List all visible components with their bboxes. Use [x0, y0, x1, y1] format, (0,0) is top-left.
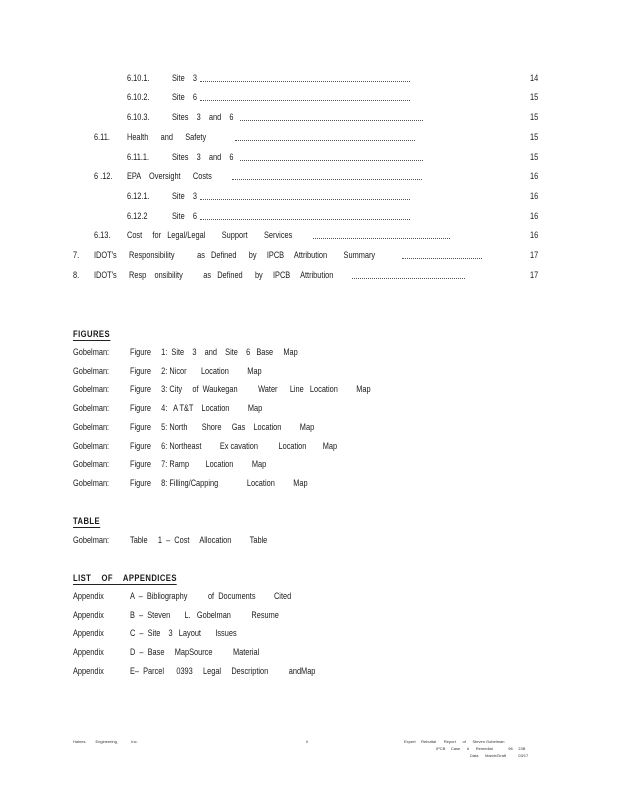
toc-row	[0, 132, 618, 144]
figures-item-lead: Gobelman:	[73, 347, 110, 357]
appendix-item-lead: Appendix	[73, 665, 104, 676]
toc-entry-title: Sites 3 and 6	[172, 112, 234, 122]
toc-entry-title: Health and Safety	[127, 132, 207, 142]
toc-row	[0, 92, 618, 104]
toc-dot-leader	[232, 179, 422, 180]
toc-row	[0, 230, 618, 242]
toc-page-number: 16	[530, 211, 539, 221]
figures-item-lead: Gobelman:	[73, 440, 110, 451]
figures-item-text: Figure 7: Ramp Location Map	[130, 459, 267, 470]
toc-row	[0, 270, 618, 282]
toc-section-number: 7.	[73, 250, 80, 260]
toc-entry-title: Site 3	[172, 73, 198, 83]
figures-item-lead: Gobelman:	[73, 365, 110, 376]
toc-page-number: 15	[530, 112, 539, 122]
appendix-item	[73, 610, 573, 622]
figures-item-text: Figure 2: Nicor Location Map	[130, 365, 262, 376]
toc-section-number: 6 .12.	[94, 171, 113, 181]
appendix-item-text: A – Bibliography of Documents Cited	[130, 591, 292, 601]
toc-entry-title: IDOT's Responsibility as Defined by IPCB Attribution Summary	[94, 250, 376, 260]
appendix-item-text: E– Parcel 0393 Legal Description andMap	[130, 665, 316, 676]
appendix-item	[73, 591, 573, 603]
table-item-lead: Gobelman:	[73, 535, 110, 545]
toc-section-number: 6.10.3.	[127, 112, 150, 122]
appendix-item-lead: Appendix	[73, 628, 104, 639]
toc-page-number: 15	[530, 132, 539, 142]
figures-item-text: Figure 6: Northeast Ex cavation Location Map	[130, 440, 338, 451]
toc-row	[0, 152, 618, 164]
appendix-heading: LIST OF APPENDICES	[73, 573, 177, 583]
figures-item-text: Figure 1: Site 3 and Site 6 Base Map	[130, 347, 298, 357]
footer-page-number: ii	[306, 739, 308, 744]
toc-page-number: 16	[530, 230, 539, 240]
figures-item-lead: Gobelman:	[73, 384, 110, 395]
toc-dot-leader	[313, 238, 450, 239]
toc-section-number: 6.12.1.	[127, 191, 150, 201]
toc-section-number: 6.11.	[94, 132, 110, 142]
appendix-item	[73, 628, 573, 640]
toc-page-number: 14	[530, 73, 539, 83]
footer-left: Haines Engineering, Inc.	[73, 739, 138, 744]
figures-item	[73, 441, 573, 453]
toc-entry-title: Site 3	[172, 191, 198, 201]
toc-dot-leader	[402, 258, 482, 259]
appendix-item	[73, 666, 573, 678]
figures-item-lead: Gobelman:	[73, 477, 110, 488]
figures-item	[73, 366, 573, 378]
toc-page-number: 16	[530, 171, 539, 181]
figures-item-text: Figure 4: A T&T Location Map	[130, 403, 263, 414]
figures-item-text: Figure 3: City of Waukegan Water Line Location Map	[130, 384, 371, 395]
toc-section-number: 8.	[73, 270, 80, 280]
toc-section-number: 6.11.1.	[127, 152, 150, 162]
footer-right-line2: IPCB Case # Remedial 96 23B	[436, 746, 526, 751]
figures-item-text: Figure 5: North Shore Gas Location Map	[130, 421, 315, 432]
toc-entry-title: EPA Oversight Costs	[127, 171, 212, 181]
figures-item-lead: Gobelman:	[73, 459, 110, 470]
figures-item	[73, 347, 573, 359]
toc-dot-leader	[352, 278, 465, 279]
toc-dot-leader	[240, 160, 423, 161]
toc-entry-title: Cost for Legal/Legal Support Services	[127, 230, 293, 240]
toc-page-number: 17	[530, 250, 539, 260]
footer-right-line3: Data March/Draft 03/17	[470, 753, 529, 758]
figures-item	[73, 422, 573, 434]
toc-dot-leader	[200, 81, 410, 82]
appendix-item-lead: Appendix	[73, 591, 104, 601]
toc-row	[0, 112, 618, 124]
toc-dot-leader	[200, 219, 410, 220]
table-item	[73, 535, 573, 547]
toc-dot-leader	[235, 140, 415, 141]
figures-item-lead: Gobelman:	[73, 403, 110, 414]
toc-row	[0, 171, 618, 183]
toc-row	[0, 191, 618, 203]
toc-page-number: 15	[530, 92, 539, 102]
toc-dot-leader	[200, 199, 410, 200]
figures-item	[73, 459, 573, 471]
toc-row	[0, 211, 618, 223]
appendix-item-text: D – Base MapSource Material	[130, 647, 260, 658]
appendix-item-lead: Appendix	[73, 609, 104, 620]
toc-row	[0, 250, 618, 262]
toc-dot-leader	[240, 120, 423, 121]
figures-item	[73, 403, 573, 415]
toc-page-number: 17	[530, 270, 539, 280]
figures-item-lead: Gobelman:	[73, 421, 110, 432]
appendix-item-text: B – Steven L. Gobelman Resume	[130, 609, 279, 620]
figures-heading: FIGURES	[73, 329, 110, 339]
toc-page-number: 15	[530, 152, 539, 162]
appendix-item-text: C – Site 3 Layout Issues	[130, 628, 237, 639]
figures-item	[73, 384, 573, 396]
toc-entry-title: IDOT's Resp onsibility as Defined by IPCB Attribution	[94, 270, 334, 280]
toc-section-number: 6.10.1.	[127, 73, 150, 83]
table-item-text: Table 1 – Cost Allocation Table	[130, 535, 268, 545]
toc-row	[0, 73, 618, 85]
footer-right-line1: Expert Rebuttal Report of Steven Gobelman	[404, 739, 505, 744]
toc-entry-title: Site 6	[172, 92, 198, 102]
toc-entry-title: Site 6	[172, 211, 198, 221]
table-heading: TABLE	[73, 516, 101, 526]
toc-page-number: 16	[530, 191, 539, 201]
appendix-item	[73, 647, 573, 659]
appendix-item-lead: Appendix	[73, 647, 104, 658]
figures-item	[73, 478, 573, 490]
toc-entry-title: Sites 3 and 6	[172, 152, 234, 162]
figures-item-text: Figure 8: Filling/Capping Location Map	[130, 477, 308, 488]
toc-section-number: 6.10.2.	[127, 92, 150, 102]
toc-section-number: 6.12.2	[127, 211, 148, 221]
toc-section-number: 6.13.	[94, 230, 111, 240]
toc-dot-leader	[200, 100, 410, 101]
